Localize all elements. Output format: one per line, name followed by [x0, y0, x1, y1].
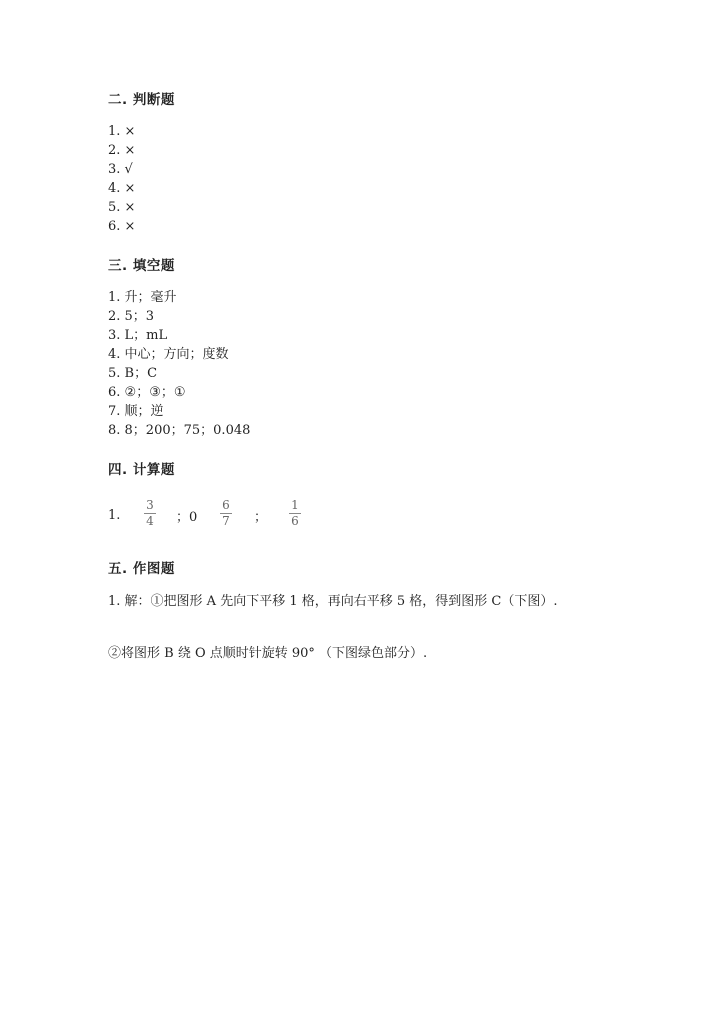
fill-answer-2: 2. 5；3 [108, 309, 155, 324]
calc-fraction-3 [287, 499, 303, 528]
judge-answer-4: 4. × [108, 181, 136, 196]
judge-answer-6: 6. × [108, 219, 136, 234]
fraction-numerator: 3 [146, 498, 154, 512]
calc-separator-1: ；0 [176, 510, 198, 525]
fill-answer-5: 5. B；C [108, 366, 158, 381]
calc-fraction-1 [142, 499, 158, 528]
fill-answer-3: 3. L；mL [108, 328, 168, 343]
judge-answer-2: 2. × [108, 143, 136, 158]
calc-separator-2: ； [254, 510, 268, 525]
fraction-numerator: 1 [291, 498, 299, 512]
section-title-draw: 五. 作图题 [108, 561, 175, 577]
calc-item-number: 1. [108, 508, 121, 523]
fraction-denominator: 4 [146, 514, 154, 528]
fill-answer-6: 6. ②；③；① [108, 385, 186, 400]
fill-answer-1: 1. 升；毫升 [108, 290, 177, 305]
fraction-numerator: 6 [222, 498, 230, 512]
section-title-calc: 四. 计算题 [108, 462, 175, 478]
fraction-denominator: 7 [222, 514, 230, 528]
fraction-denominator: 6 [291, 514, 299, 528]
draw-answer-step-1: 1. 解：①把图形 A 先向下平移 1 格，再向右平移 5 格，得到图形 C（下图）. [108, 594, 558, 609]
judge-answer-3: 3. √ [108, 162, 133, 177]
draw-answer-step-2: ②将图形 B 绕 O 点顺时针旋转 90° （下图绿色部分）. [108, 646, 428, 661]
judge-answer-5: 5. × [108, 200, 136, 215]
section-title-judge: 二. 判断题 [108, 92, 175, 108]
fill-answer-7: 7. 顺；逆 [108, 404, 164, 419]
fill-answer-4: 4. 中心；方向；度数 [108, 347, 229, 362]
fill-answer-8: 8. 8；200；75；0.048 [108, 423, 251, 438]
section-title-fill: 三. 填空题 [108, 258, 175, 274]
judge-answer-1: 1. × [108, 124, 136, 139]
calc-fraction-2 [218, 499, 234, 528]
